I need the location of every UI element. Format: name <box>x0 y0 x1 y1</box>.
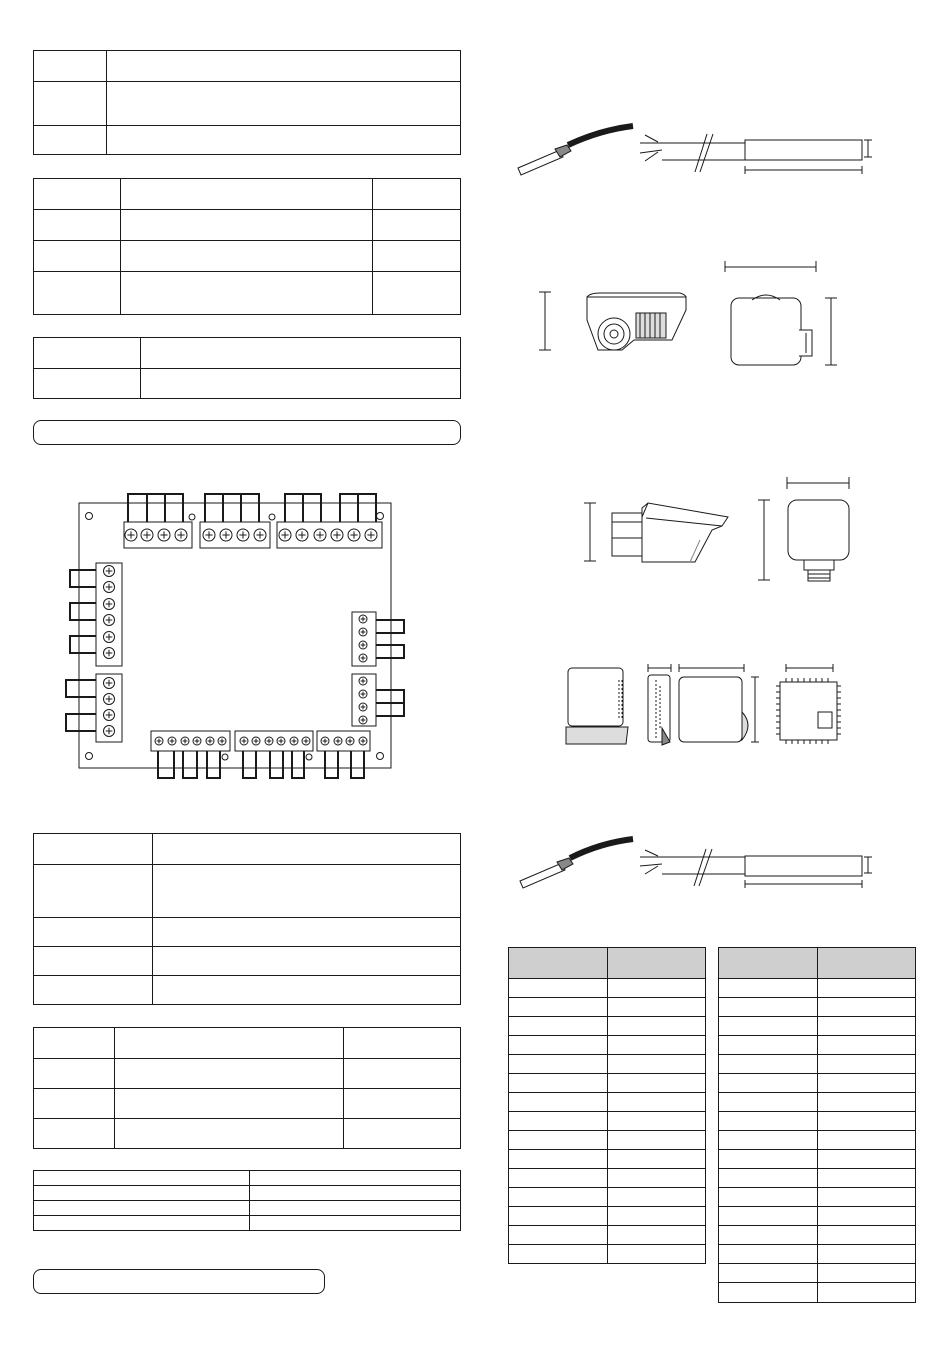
table-cell <box>818 998 916 1017</box>
table-row <box>509 979 706 998</box>
table-cell <box>608 1112 706 1131</box>
table-row <box>509 1226 706 1245</box>
table-cell <box>818 1245 916 1264</box>
table-cell <box>608 1169 706 1188</box>
table-cell <box>818 1283 916 1303</box>
probe-sensor-icon <box>518 126 872 175</box>
table-row <box>509 1036 706 1055</box>
table-cell <box>719 1074 818 1093</box>
table-row <box>509 1131 706 1150</box>
probe-sensor-icon <box>520 839 872 888</box>
table-row <box>509 1188 706 1207</box>
table-cell <box>719 1093 818 1112</box>
table-cell <box>509 979 608 998</box>
sensor-housing-icon <box>758 477 849 581</box>
table-cell <box>719 1055 818 1074</box>
table-cell <box>608 1093 706 1112</box>
table-cell <box>608 1017 706 1036</box>
table-cell <box>608 1074 706 1093</box>
sensor-housing-icon <box>584 503 728 562</box>
table-row <box>719 1245 916 1264</box>
table-row <box>719 998 916 1017</box>
table-cell <box>509 1112 608 1131</box>
table-cell <box>509 1245 608 1264</box>
table-cell <box>608 1055 706 1074</box>
table-cell <box>719 1264 818 1283</box>
table-row <box>509 1055 706 1074</box>
table-cell <box>509 1074 608 1093</box>
table-cell <box>509 1017 608 1036</box>
table-row <box>509 1150 706 1169</box>
table-cell <box>818 1093 916 1112</box>
resistance-table-right <box>718 947 916 1303</box>
table-cell <box>818 1226 916 1245</box>
table-cell <box>719 1188 818 1207</box>
table-row <box>509 1074 706 1093</box>
table-header-cell <box>608 948 706 979</box>
table-row <box>719 1150 916 1169</box>
table-cell <box>509 1188 608 1207</box>
table-row <box>509 1017 706 1036</box>
table-cell <box>509 1036 608 1055</box>
table-row <box>719 1207 916 1226</box>
table-row <box>509 998 706 1017</box>
table-header-cell <box>818 948 916 979</box>
table-cell <box>608 1207 706 1226</box>
table-row <box>719 1093 916 1112</box>
table-row <box>719 1017 916 1036</box>
table-cell <box>818 1188 916 1207</box>
table-cell <box>818 1112 916 1131</box>
table-cell <box>818 1036 916 1055</box>
table-cell <box>719 1150 818 1169</box>
table-cell <box>719 1245 818 1264</box>
table-cell <box>509 998 608 1017</box>
table-cell <box>608 998 706 1017</box>
table-row <box>719 1074 916 1093</box>
sensor-housing-icon <box>725 261 837 365</box>
table-cell <box>719 1169 818 1188</box>
table-cell <box>608 1226 706 1245</box>
table-cell <box>719 1036 818 1055</box>
table-row <box>719 1226 916 1245</box>
table-cell <box>818 1131 916 1150</box>
table-cell <box>818 1207 916 1226</box>
table-cell <box>509 1150 608 1169</box>
table-row <box>719 1188 916 1207</box>
table-cell <box>818 1017 916 1036</box>
table-cell <box>719 979 818 998</box>
table-cell <box>818 979 916 998</box>
table-row <box>719 1169 916 1188</box>
table-cell <box>509 1093 608 1112</box>
table-cell <box>818 1264 916 1283</box>
table-cell <box>608 1245 706 1264</box>
table-cell <box>818 1074 916 1093</box>
sensor-housing-icon <box>566 664 841 745</box>
table-cell <box>719 1283 818 1303</box>
table-row <box>719 1283 916 1303</box>
sensor-housing-icon <box>539 292 686 350</box>
table-cell <box>608 1036 706 1055</box>
table-cell <box>719 1017 818 1036</box>
table-row <box>719 1131 916 1150</box>
table-row <box>509 1112 706 1131</box>
table-cell <box>509 1226 608 1245</box>
table-cell <box>608 1131 706 1150</box>
table-cell <box>719 1207 818 1226</box>
table-cell <box>608 1150 706 1169</box>
table-row <box>509 1169 706 1188</box>
table-cell <box>818 1169 916 1188</box>
table-cell <box>719 1226 818 1245</box>
table-row <box>509 1093 706 1112</box>
table-row <box>719 1036 916 1055</box>
table-row <box>509 1207 706 1226</box>
table-cell <box>608 1188 706 1207</box>
table-row <box>719 1055 916 1074</box>
table-row <box>719 1264 916 1283</box>
table-row <box>719 1112 916 1131</box>
table-cell <box>509 1207 608 1226</box>
table-cell <box>509 1169 608 1188</box>
table-header-cell <box>509 948 608 979</box>
table-row <box>509 1245 706 1264</box>
table-header-cell <box>719 948 818 979</box>
resistance-table-left <box>508 947 706 1264</box>
table-row <box>719 979 916 998</box>
table-cell <box>509 1055 608 1074</box>
table-cell <box>719 1131 818 1150</box>
table-cell <box>818 1055 916 1074</box>
table-cell <box>719 998 818 1017</box>
table-cell <box>719 1112 818 1131</box>
table-cell <box>818 1150 916 1169</box>
table-cell <box>509 1131 608 1150</box>
table-cell <box>608 979 706 998</box>
